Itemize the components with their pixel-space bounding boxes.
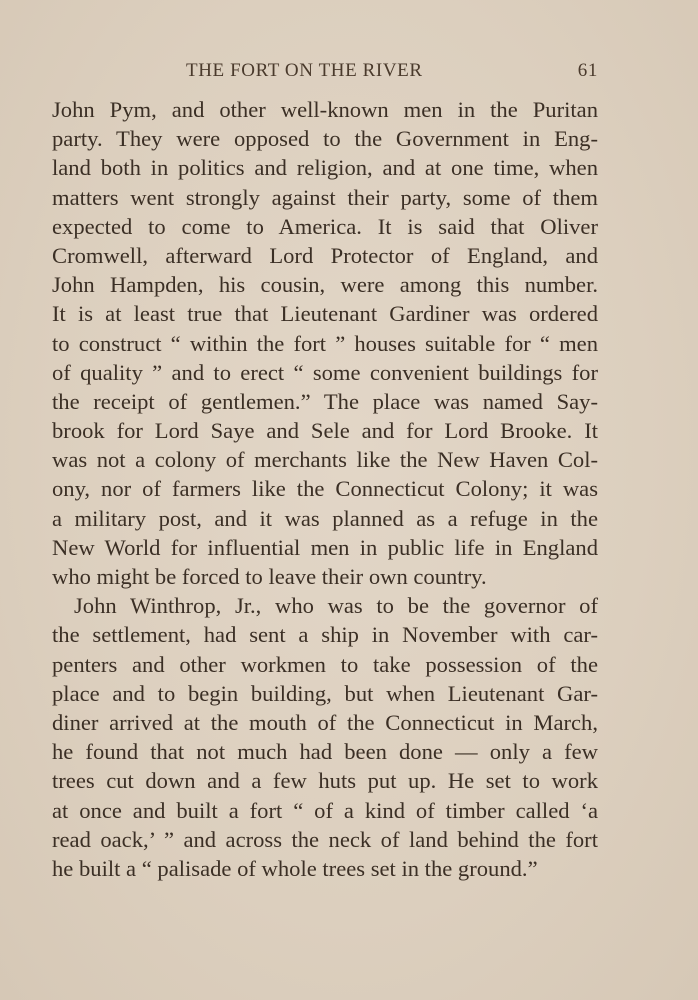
paragraph-first-line: John Winthrop, Jr., who was to be the governor of — [74, 593, 598, 619]
page-number: 61 — [577, 60, 598, 81]
body-text — [52, 95, 598, 883]
running-head — [52, 60, 598, 90]
text-line: of quality ” and to erect “ some convenient buildings for — [52, 359, 598, 385]
text-line: expected to come to America. It is said that Oliver — [52, 213, 598, 239]
text-line: place and to begin building, but when Lieutenant Gar- — [52, 680, 598, 706]
text-line: John Hampden, his cousin, were among this number. — [52, 272, 598, 298]
text-line: at once and built a fort “ of a kind of timber called ‘a — [52, 797, 598, 823]
text-line: brook for Lord Saye and Sele and for Lord Brooke. It — [52, 418, 598, 444]
text-line: was not a colony of merchants like the New Haven Col- — [52, 447, 598, 473]
text-line: to construct “ within the fort ” houses suitable for “ men — [52, 330, 598, 356]
text-line: New World for influential men in public life in England — [52, 534, 598, 560]
text-line: the receipt of gentlemen.” The place was named Say- — [52, 388, 598, 414]
text-line: party. They were opposed to the Government in Eng- — [52, 126, 598, 152]
text-line: he built a “ palisade of whole trees set in the ground.” — [52, 855, 538, 881]
text-line: the settlement, had sent a ship in November with car- — [52, 622, 598, 648]
text-line: John Pym, and other well-known men in the Puritan — [52, 97, 598, 122]
text-line: It is at least true that Lieutenant Gardiner was ordered — [52, 301, 598, 327]
text-line: trees cut down and a few huts put up. He set to work — [52, 768, 598, 794]
text-line: Cromwell, afterward Lord Protector of England, and — [52, 242, 598, 268]
text-line: matters went strongly against their party, some of them — [52, 184, 598, 210]
text-line: penters and other workmen to take possession of the — [52, 651, 598, 677]
text-line: read oack,’ ” and across the neck of land behind the fort — [52, 826, 598, 852]
text-line: a military post, and it was planned as a refuge in the — [52, 505, 598, 531]
text-line: he found that not much had been done — only a few — [52, 739, 598, 765]
text-line: ony, nor of farmers like the Connecticut Colony; it was — [52, 476, 598, 502]
text-line: diner arrived at the mouth of the Connecticut in March, — [52, 709, 598, 735]
text-line: who might be forced to leave their own country. — [52, 564, 487, 589]
text-line: land both in politics and religion, and at one time, when — [52, 155, 598, 181]
running-head-title: THE FORT ON THE RIVER — [186, 60, 423, 81]
